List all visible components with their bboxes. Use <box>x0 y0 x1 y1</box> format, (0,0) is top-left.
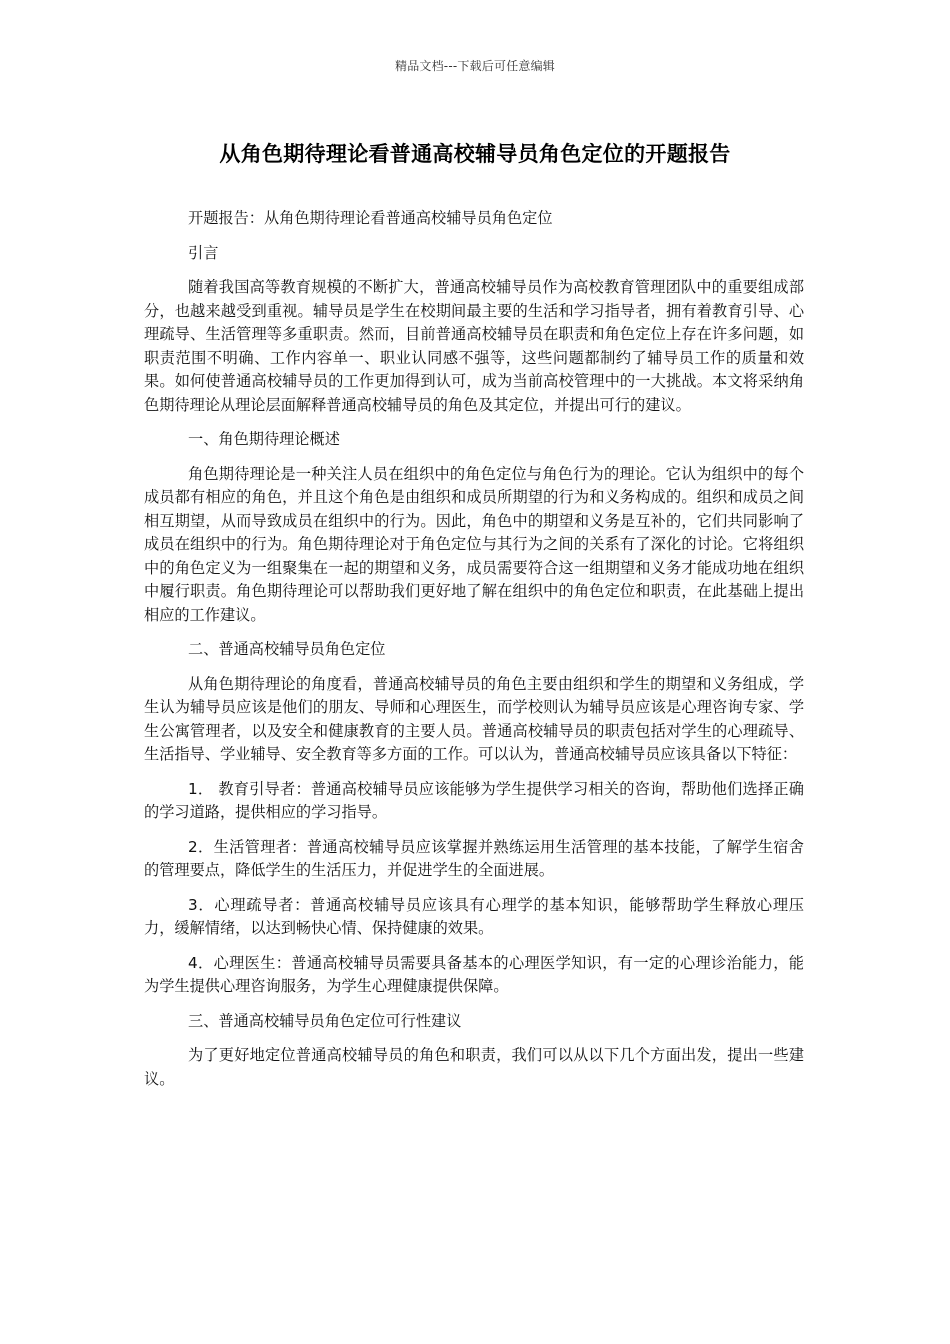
section2-paragraph: 从角色期待理论的角度看，普通高校辅导员的角色主要由组织和学生的期望和义务组成，学生认为辅导员应该是他们的朋友、导师和心理医生，而学校则认为辅导员应该是心理咨询专家、学生公寓管理者，以及安全和健康教育的主要人员。普通高校辅导员的职责包括对学生的心理疏导、生活指导、学业辅导、安全教育等多方面的工作。可以认为，普通高校辅导员应该具备以下特征： <box>144 674 804 763</box>
trait-item: 2．生活管理者：普通高校辅导员应该掌握并熟练运用生活管理的基本技能，了解学生宿舍的管理要点，降低学生的生活压力，并促进学生的全面进展。 <box>144 837 804 879</box>
section1-heading: 一、角色期待理论概述 <box>188 430 340 448</box>
page-title: 从角色期待理论看普通高校辅导员角色定位的开题报告 <box>219 142 731 166</box>
intro-heading: 引言 <box>188 243 219 262</box>
section1-paragraph: 角色期待理论是一种关注人员在组织中的角色定位与角色行为的理论。它认为组织中的每个成员都有相应的角色，并且这个角色是由组织和成员所期望的行为和义务构成的。组织和成员之间相互期望，从而导致成员在组织中的行为。因此，角色中的期望和义务是互补的，它们共同影响了成员在组织中的行为。角色期待理论对于角色定位与其行为之间的关系有了深化的讨论。它将组织中的角色定义为一组聚集在一起的期望和义务，成员需要符合这一组期望和义务才能成功地在组织中履行职责。角色期待理论可以帮助我们更好地了解在组织中的角色定位和职责，在此基础上提出相应的工作建议。 <box>144 464 804 624</box>
section3-heading: 三、普通高校辅导员角色定位可行性建议 <box>188 1011 462 1030</box>
trait-item: 1． 教育引导者：普通高校辅导员应该能够为学生提供学习相关的咨询，帮助他们选择正确的学习道路，提供相应的学习指导。 <box>144 779 804 821</box>
header-note: 精品文档---下载后可任意编辑 <box>395 59 555 73</box>
document-body <box>144 207 804 1102</box>
section3-paragraph: 为了更好地定位普通高校辅导员的角色和职责，我们可以从以下几个方面出发，提出一些建议。 <box>144 1046 804 1088</box>
report-subtitle: 开题报告：从角色期待理论看普通高校辅导员角色定位 <box>188 209 553 227</box>
trait-item: 4．心理医生：普通高校辅导员需要具备基本的心理医学知识，有一定的心理诊治能力，能为学生提供心理咨询服务，为学生心理健康提供保障。 <box>144 953 804 995</box>
trait-item: 3．心理疏导者：普通高校辅导员应该具有心理学的基本知识，能够帮助学生释放心理压力，缓解情绪，以达到畅快心情、保持健康的效果。 <box>144 895 804 937</box>
section2-heading: 二、普通高校辅导员角色定位 <box>188 640 386 658</box>
intro-paragraph: 随着我国高等教育规模的不断扩大，普通高校辅导员作为高校教育管理团队中的重要组成部分，也越来越受到重视。辅导员是学生在校期间最主要的生活和学习指导者，拥有着教育引导、心理疏导、生活管理等多重职责。然而，目前普通高校辅导员在职责和角色定位上存在许多问题，如职责范围不明确、工作内容单一、职业认同感不强等，这些问题都制约了辅导员工作的质量和效果。如何使普通高校辅导员的工作更加得到认可，成为当前高校管理中的一大挑战。本文将采纳角色期待理论从理论层面解释普通高校辅导员的角色及其定位，并提出可行的建议。 <box>144 278 804 414</box>
